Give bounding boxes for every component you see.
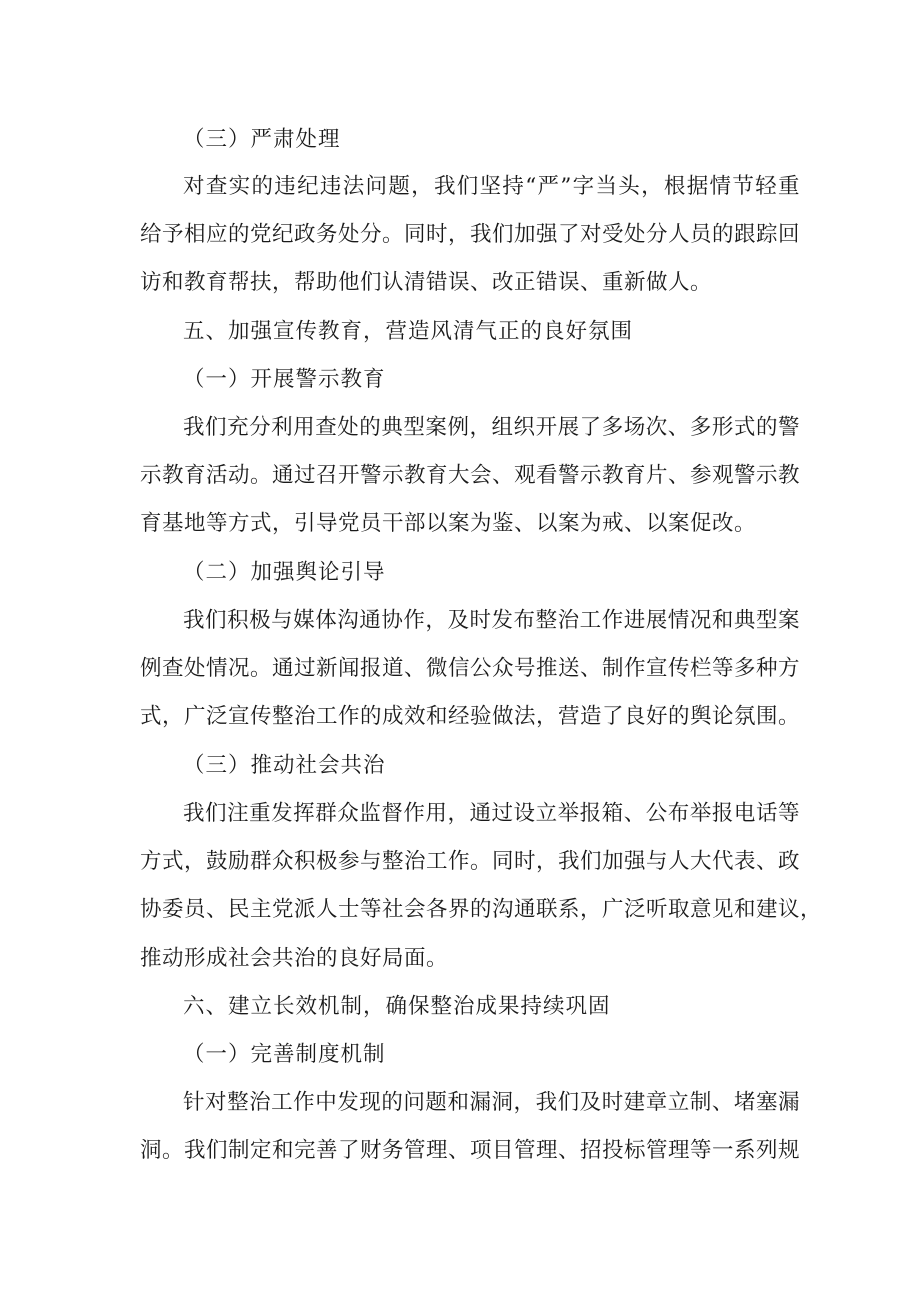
paragraph-line: 我们积极与媒体沟通协作，及时发布整治工作进展情况和典型案 [183,608,800,633]
subheading-improve-system: （一）完善制度机制 [183,1042,386,1067]
paragraph-line: 给予相应的党纪政务处分。同时，我们加强了对受处分人员的跟踪回 [140,222,801,247]
paragraph-line: 我们注重发挥群众监督作用，通过设立举报箱、公布举报电话等 [183,801,800,826]
section-heading-six: 六、建立长效机制，确保整治成果持续巩固 [183,994,611,1019]
paragraph-line: 育基地等方式，引导党员干部以案为鉴、以案为戒、以案促改。 [140,511,757,536]
subheading-strict-handling: （三）严肃处理 [183,127,341,152]
paragraph-line: 方式，鼓励群众积极参与整治工作。同时，我们加强与人大代表、政 [140,849,801,874]
subheading-public-opinion: （二）加强舆论引导 [183,560,386,585]
paragraph-line: 洞。我们制定和完善了财务管理、项目管理、招投标管理等一系列规 [140,1138,801,1163]
paragraph-line: 协委员、民主党派人士等社会各界的沟通联系，广泛听取意见和建议， [140,897,823,922]
paragraph-line: 例查处情况。通过新闻报道、微信公众号推送、制作宣传栏等多种方 [140,656,801,681]
section-heading-five: 五、加强宣传教育，营造风清气正的良好氛围 [183,319,634,344]
paragraph-line: 针对整治工作中发现的问题和漏洞，我们及时建章立制、堵塞漏 [183,1090,800,1115]
subheading-warning-education: （一）开展警示教育 [183,367,386,392]
subheading-social-governance: （三）推动社会共治 [183,753,386,778]
paragraph-line: 示教育活动。通过召开警示教育大会、观看警示教育片、参观警示教 [140,463,801,488]
paragraph-line: 我们充分利用查处的典型案例，组织开展了多场次、多形式的警 [183,415,800,440]
paragraph-line: 对查实的违纪违法问题，我们坚持“严”字当头，根据情节轻重 [183,174,800,199]
paragraph-line: 访和教育帮扶，帮助他们认清错误、改正错误、重新做人。 [140,270,713,295]
paragraph-line: 式，广泛宣传整治工作的成效和经验做法，营造了良好的舆论氛围。 [140,704,801,729]
paragraph-line: 推动形成社会共治的良好局面。 [140,946,449,971]
